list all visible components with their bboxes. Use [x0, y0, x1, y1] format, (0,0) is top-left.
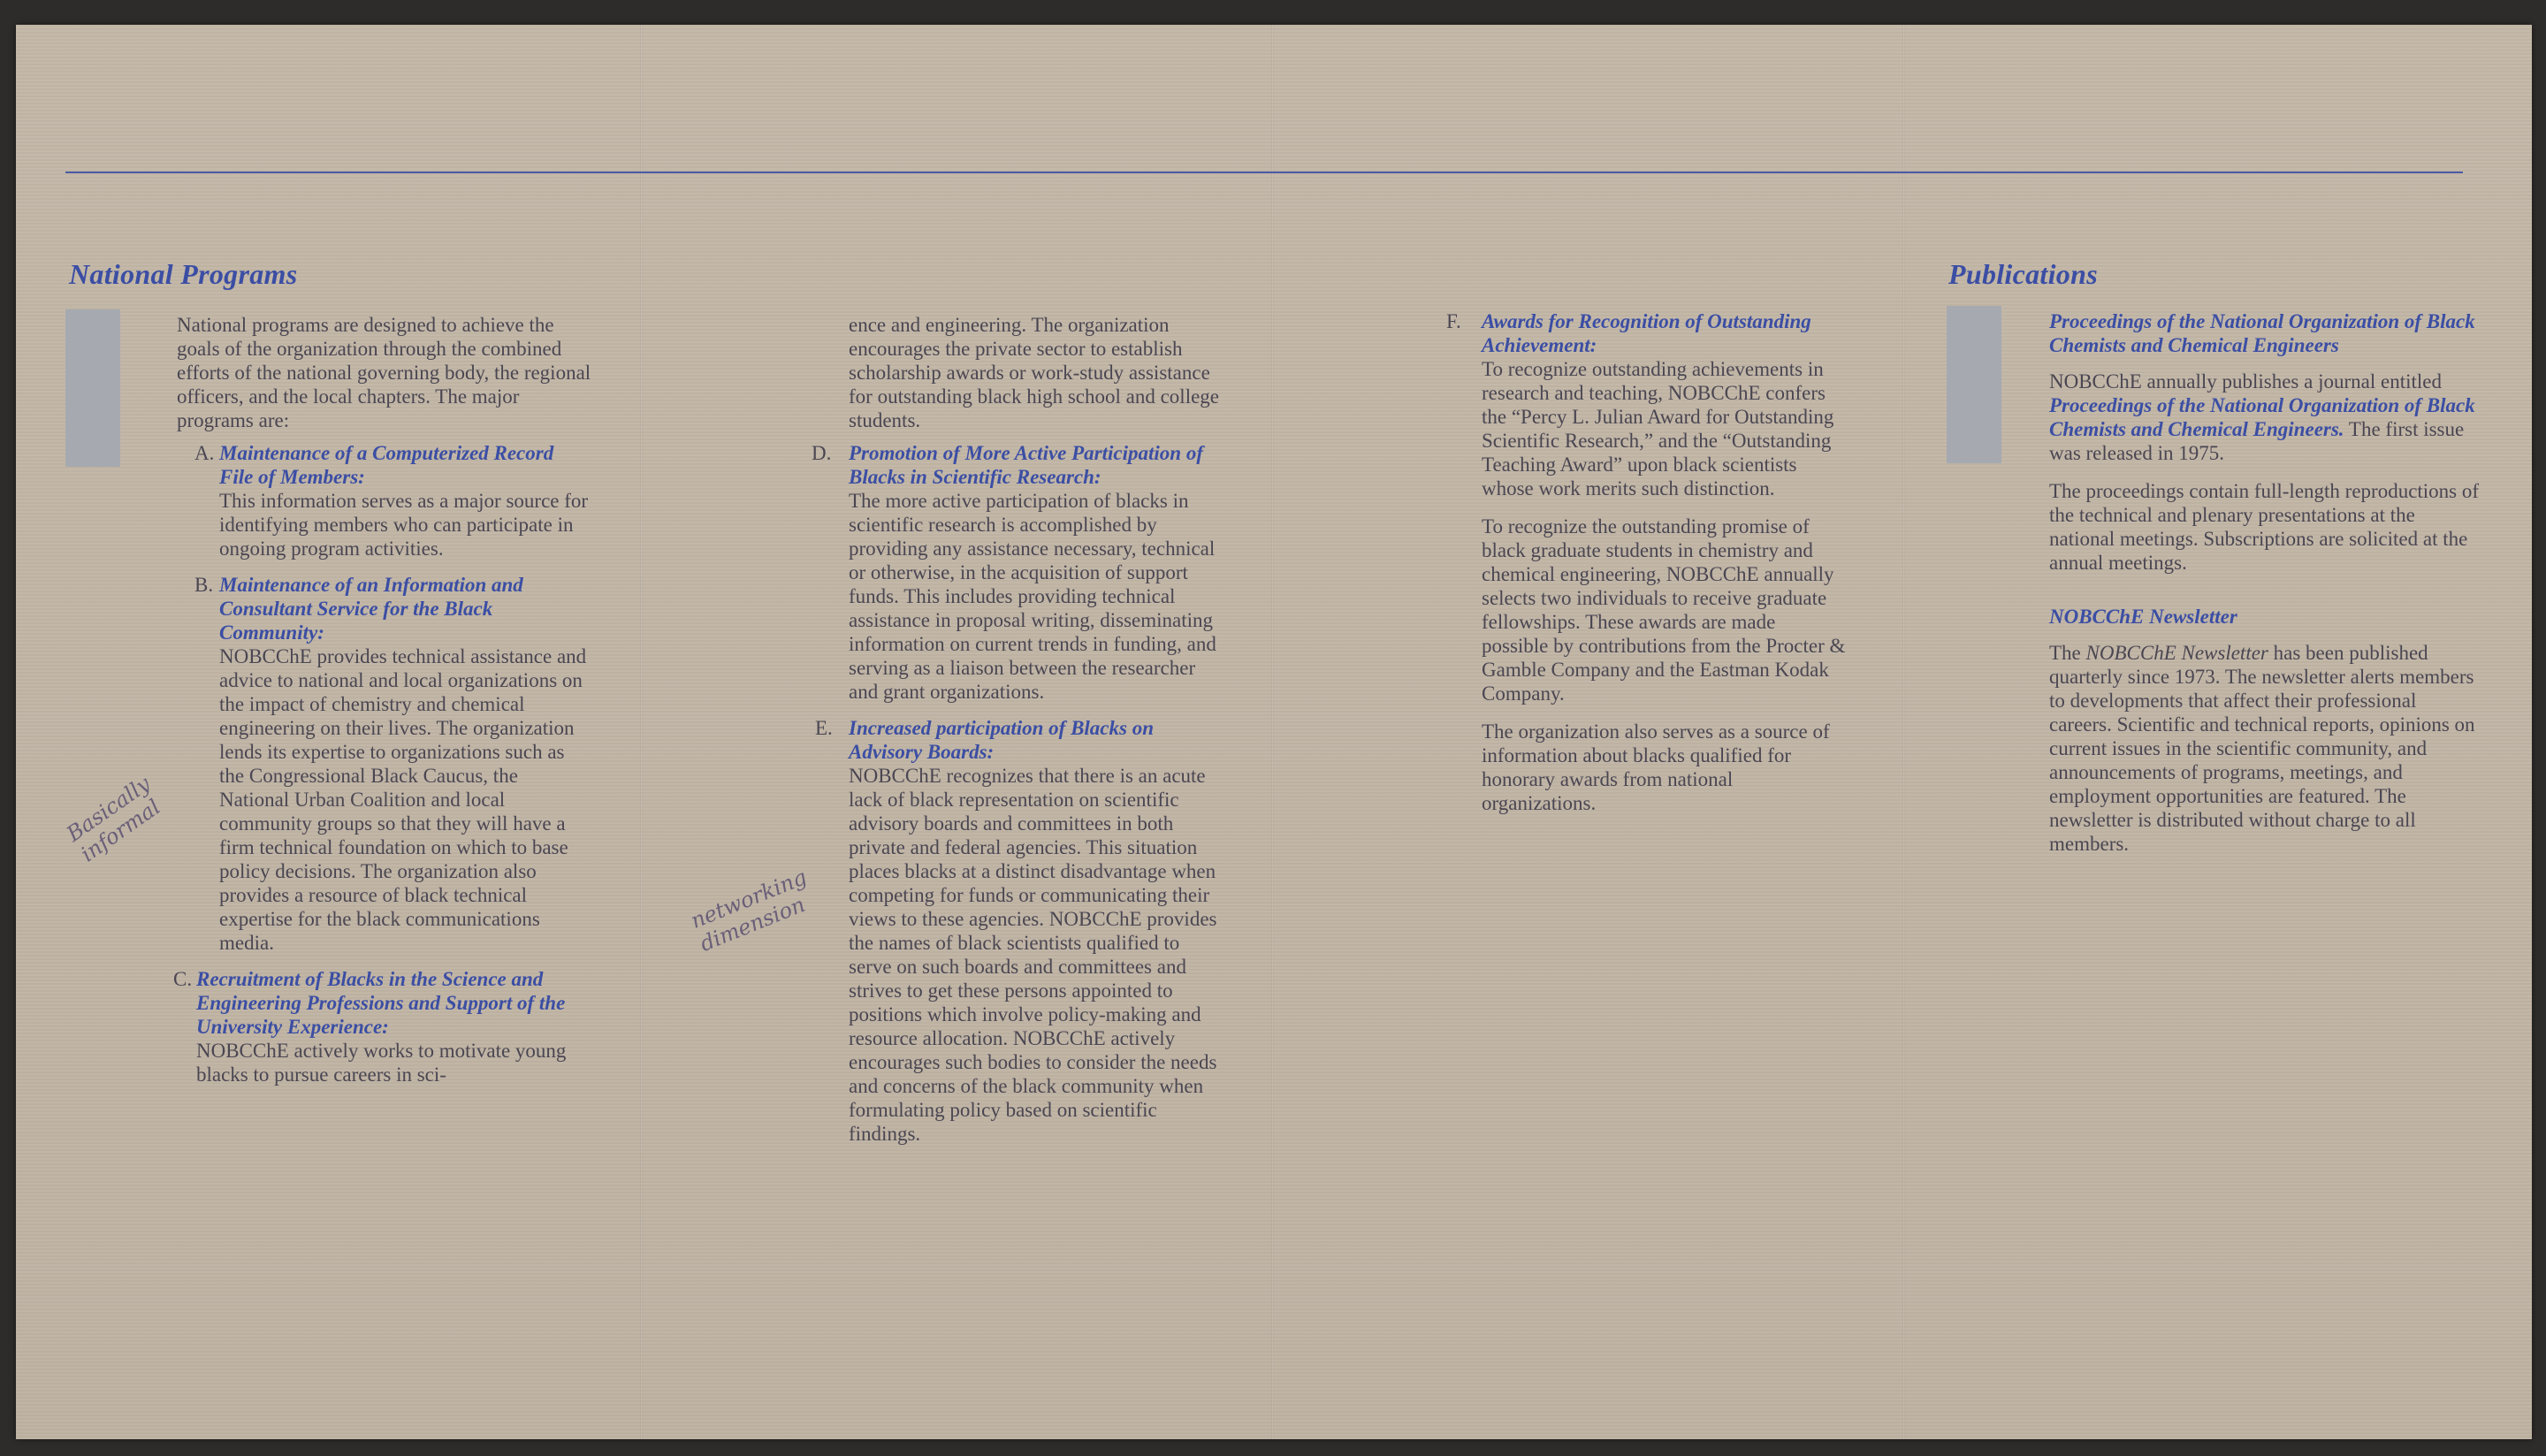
journal-title: Proceedings of the National Organization of Black Chemists and Chemical Engineers.: [2049, 394, 2475, 440]
national-programs-heading: National Programs: [69, 258, 298, 290]
program-f-title: Awards for Recognition of Outstanding Achievement:: [1482, 310, 1811, 356]
fellowship-paragraph: To recognize the outstanding promise of black graduate students in chemistry and chemical engineering, NOBCChE annually selects two individuals to receive graduate fellowships. These awards are made possible by contributions from the Procter & Gamble Company and the Eastman Kodak Company.: [1482, 515, 1846, 705]
newsletter-name: NOBCChE Newsletter: [2085, 642, 2268, 664]
publications-heading: Publications: [1948, 258, 2098, 290]
continued-paragraph: ence and engineering. The organization encourages the private sector to establish scholarship awards or work-study assistance for outstanding black high school and college students.: [849, 314, 1220, 431]
program-b: [177, 573, 592, 955]
newsletter-title: NOBCChE Newsletter: [2049, 606, 2237, 628]
text: NOBCChE annually publishes a journal entitled: [2049, 370, 2442, 393]
fold-line: [640, 25, 643, 1439]
program-f: [1446, 309, 1846, 500]
handwritten-note-1: Basically informal: [62, 771, 165, 867]
newsletter-paragraph: [2049, 641, 2482, 856]
honorary-paragraph: The organization also serves as a source of information about blacks qualified for honorary awards from national organizations.: [1482, 720, 1830, 814]
item-letter: A.: [194, 442, 215, 464]
intro-paragraph: National programs are designed to achieve the goals of the organization through the combined efforts of the national governing body, the regional officers, and the local chapters. The major programs are:: [177, 314, 591, 431]
program-b-title: Maintenance of an Information and Consultant Service for the Black Community:: [219, 574, 523, 644]
programs-continued-column: [812, 313, 1220, 1158]
fold-line: [1902, 25, 1905, 1439]
fold-line: [1271, 25, 1274, 1439]
awards-column: [1446, 309, 1846, 824]
brochure-sheet: [16, 25, 2532, 1439]
item-letter: D.: [812, 442, 832, 464]
item-letter: B.: [194, 574, 214, 596]
program-a: [177, 441, 592, 560]
top-rule: [65, 172, 2463, 173]
program-d: [812, 441, 1220, 704]
text: The: [2049, 642, 2086, 664]
program-a-body: This information serves as a major source for identifying members who can participate in ongoing program activities.: [219, 490, 589, 560]
item-letter: E.: [815, 717, 833, 739]
proceedings-title: Proceedings of the National Organization of Black Chemists and Chemical Engineers: [2049, 310, 2475, 356]
program-a-title: Maintenance of a Computerized Record File of Members:: [219, 442, 554, 488]
item-letter: C.: [173, 968, 193, 990]
proceedings-description: The proceedings contain full-length reproductions of the technical and plenary presentations at the national meetings. Subscriptions are solicited at the annual meetings.: [2049, 480, 2480, 574]
national-programs-column: [173, 313, 592, 1099]
text: has been published quarterly since 1973. The newsletter alerts members to developments that affect their professional careers. Scientific and technical reports, opinions on current issues in the scientific community, and announcements of programs, meetings, and employment opportunities are featured. The newsletter is distributed without charge to all members.: [2049, 642, 2475, 855]
program-c-body: NOBCChE actively works to motivate young blacks to pursue careers in sci-: [196, 1040, 567, 1086]
item-letter: F.: [1446, 310, 1461, 332]
text: The first issue was released in 1975.: [2049, 418, 2465, 464]
program-c: [173, 967, 592, 1086]
program-b-body: NOBCChE provides technical assistance and advice to national and local organizations on the impact of chemistry and chemical engineering on their lives. The organization lends its expertise to organizations such as the Congressional Black Caucus, the National Urban Coalition and local community groups so that they will have a firm technical foundation on which to base policy decisions. The organization also provides a resource of black technical expertise for the black communications media.: [219, 645, 587, 954]
program-e-title: Increased participation of Blacks on Advisory Boards:: [849, 717, 1155, 763]
accent-bar: [65, 309, 120, 467]
program-e-body: NOBCChE recognizes that there is an acute lack of black representation on scientific advisory boards and committees in both private and federal agencies. This situation places blacks at a distinct disadvantage when competing for funds or communicating their views to these agencies. NOBCChE provides the names of black scientists qualified to serve on such boards and committees and strives to get these persons appointed to positions which involve policy-making and resource allocation. NOBCChE actively encourages such bodies to consider the needs and concerns of the black community when formulating policy based on scientific findings.: [849, 765, 1217, 1145]
program-e: [815, 716, 1220, 1146]
handwritten-note-2: networking dimension: [687, 865, 811, 957]
program-f-body: To recognize outstanding achievements in research and teaching, NOBCChE confers the “Percy L. Julian Award for Outstanding Scientific Research,” and the “Outstanding Teaching Award” upon black scientists whose work merits such distinction.: [1482, 358, 1834, 499]
publications-column: [2049, 309, 2482, 865]
program-d-title: Promotion of More Active Participation of Blacks in Scientific Research:: [849, 442, 1203, 488]
accent-bar: [1947, 306, 2001, 463]
program-d-body: The more active participation of blacks in scientific research is accomplished by providing any assistance necessary, technical or otherwise, in the acquisition of support funds. This includes providing technical assistance in proposal writing, disseminating information on current trends in funding, and serving as a liaison between the researcher and grant organizations.: [849, 490, 1216, 703]
program-c-title: Recruitment of Blacks in the Science and Engineering Professions and Support of the University Experience:: [196, 968, 566, 1038]
proceedings-paragraph: [2049, 370, 2482, 465]
